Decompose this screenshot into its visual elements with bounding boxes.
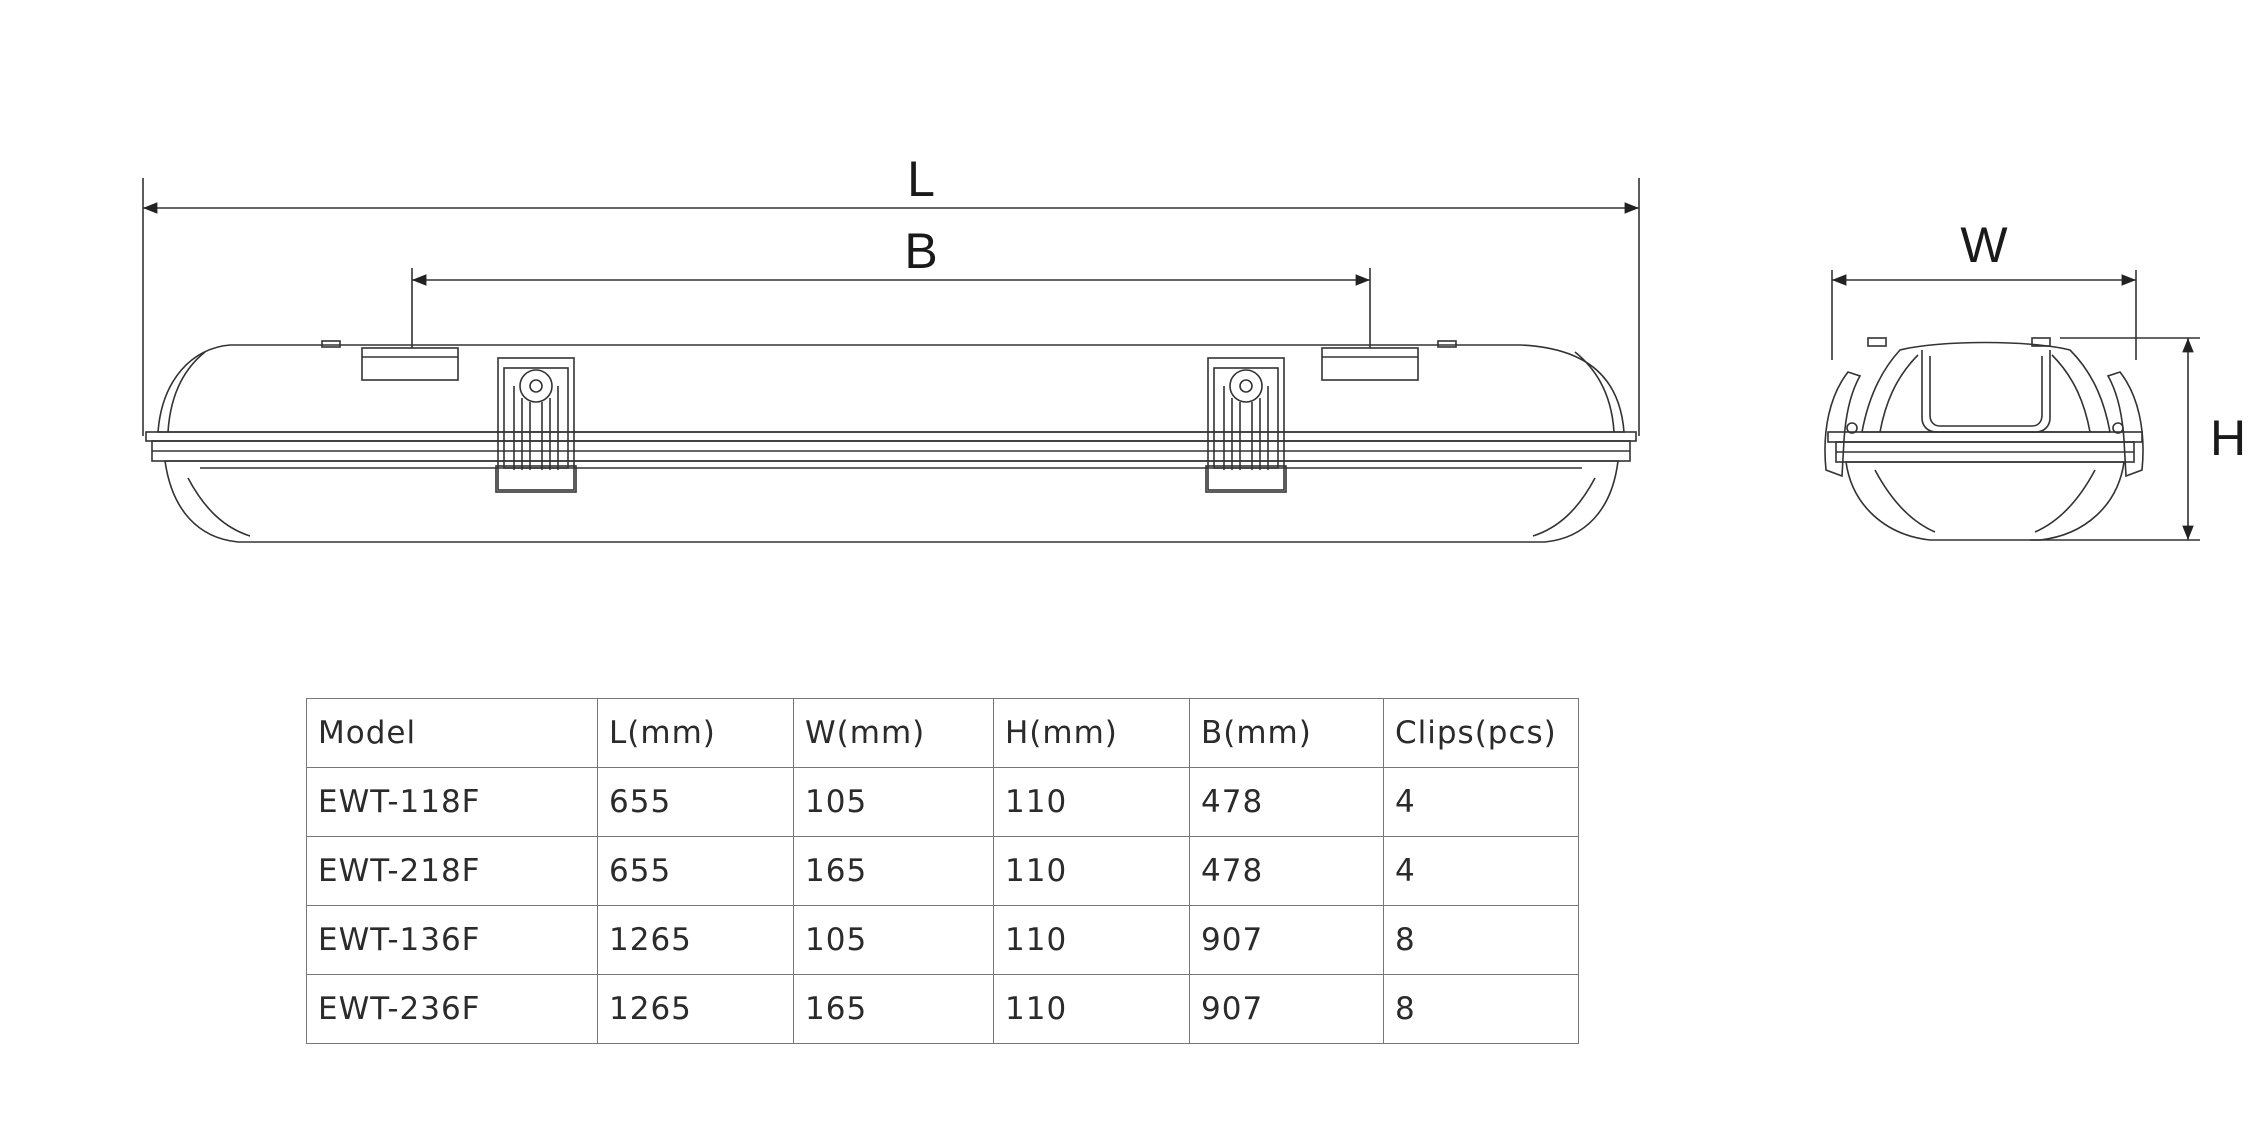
col-header-clip-spacing: B(mm) xyxy=(1190,699,1384,768)
end-window-left xyxy=(362,348,458,380)
table-row xyxy=(307,837,1579,906)
cell-width: 165 xyxy=(794,975,994,1044)
cell-clips: 4 xyxy=(1384,768,1579,837)
cell-model: EWT-218F xyxy=(307,837,598,906)
cell-clips: 4 xyxy=(1384,837,1579,906)
table-header-row xyxy=(307,699,1579,768)
clip-left xyxy=(496,358,576,492)
col-header-clips: Clips(pcs) xyxy=(1384,699,1579,768)
cell-height: 110 xyxy=(994,906,1190,975)
table-row xyxy=(307,975,1579,1044)
dim-l-label: L xyxy=(907,151,935,207)
cell-clip-spacing: 478 xyxy=(1190,837,1384,906)
dim-w-label: W xyxy=(1960,217,2008,273)
cell-length: 1265 xyxy=(598,906,794,975)
cell-length: 655 xyxy=(598,768,794,837)
dim-h-label: H xyxy=(2209,410,2247,466)
cell-clip-spacing: 907 xyxy=(1190,975,1384,1044)
cell-clips: 8 xyxy=(1384,906,1579,975)
cell-width: 105 xyxy=(794,906,994,975)
fixture-body xyxy=(146,341,1636,542)
cell-clip-spacing: 478 xyxy=(1190,768,1384,837)
cell-height: 110 xyxy=(994,975,1190,1044)
cell-height: 110 xyxy=(994,837,1190,906)
cell-length: 655 xyxy=(598,837,794,906)
cell-clips: 8 xyxy=(1384,975,1579,1044)
cell-model: EWT-136F xyxy=(307,906,598,975)
clip-right xyxy=(1206,358,1286,492)
cell-width: 165 xyxy=(794,837,994,906)
col-header-model: Model xyxy=(307,699,598,768)
front-view xyxy=(143,178,1639,542)
col-header-length: L(mm) xyxy=(598,699,794,768)
spec-table xyxy=(306,698,1579,1044)
end-window-right xyxy=(1322,348,1418,380)
table-row xyxy=(307,768,1579,837)
cell-height: 110 xyxy=(994,768,1190,837)
cell-model: EWT-118F xyxy=(307,768,598,837)
side-profile xyxy=(1825,338,2143,540)
cell-model: EWT-236F xyxy=(307,975,598,1044)
cell-clip-spacing: 907 xyxy=(1190,906,1384,975)
side-view xyxy=(1825,270,2200,540)
side-clip-right xyxy=(2108,372,2143,476)
dim-b-label: B xyxy=(904,223,938,279)
cell-width: 105 xyxy=(794,768,994,837)
cell-length: 1265 xyxy=(598,975,794,1044)
col-header-height: H(mm) xyxy=(994,699,1190,768)
col-header-width: W(mm) xyxy=(794,699,994,768)
table-row xyxy=(307,906,1579,975)
